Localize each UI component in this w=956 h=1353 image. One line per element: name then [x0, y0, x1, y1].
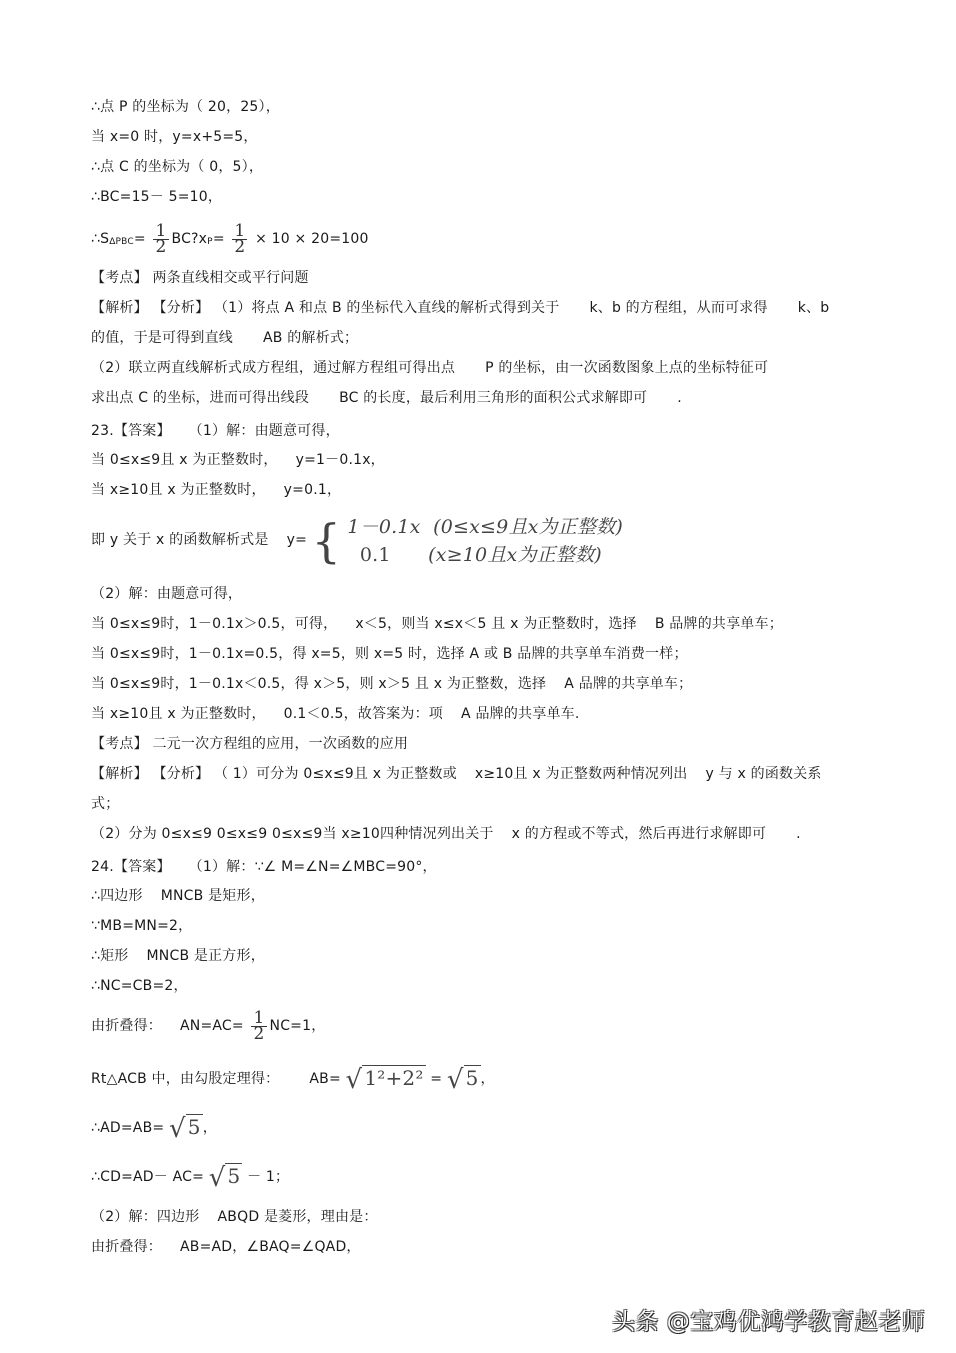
radicand: 5 — [465, 1066, 479, 1090]
text: y 与 x 的函数关系 — [705, 766, 822, 782]
text: 0.1＜0.5，故答案为：项 — [283, 706, 444, 722]
formula-text: = — [212, 231, 225, 247]
text-line — [91, 1109, 217, 1147]
text: （1）解：由题意可得， — [188, 423, 340, 439]
text: B 品牌的共享单车； — [654, 616, 783, 632]
formula-text: BC?x — [171, 231, 208, 247]
radicand: 1²+2² — [364, 1066, 424, 1090]
denominator: 2 — [253, 1023, 265, 1044]
text: k、b — [797, 300, 830, 316]
kaodian-line — [91, 734, 408, 754]
radical-sign-icon: √ — [208, 1163, 226, 1193]
text-line — [91, 614, 783, 634]
text: y=0.1， — [283, 482, 342, 498]
text-line: ∴BC=15－ 5=10， — [91, 189, 223, 205]
text: = — [430, 1071, 443, 1087]
radical-sign-icon: √ — [168, 1114, 186, 1144]
text: A 品牌的共享单车. — [461, 706, 580, 722]
piecewise-function-line — [91, 510, 623, 570]
square-root-expression — [209, 1158, 243, 1196]
section-tag: 【解析】 — [91, 300, 148, 316]
square-root-expression — [169, 1109, 203, 1147]
text: 当 0≤x≤9时，1－0.1x＜0.5，得 x＞5，则 x＞5 且 x 为正整数，选择 — [91, 676, 547, 692]
kaodian-line — [91, 268, 309, 288]
text-line: 当 x=0 时，y=x+5=5， — [91, 129, 258, 145]
denominator: 2 — [234, 236, 246, 257]
text-line — [91, 480, 341, 500]
analysis-line — [91, 328, 358, 348]
text: MNCB 是矩形， — [160, 888, 265, 904]
section-tag: 【分析】 — [152, 300, 210, 316]
text: y=1－0.1x， — [295, 452, 385, 468]
fraction-one-half — [251, 1007, 266, 1044]
text: A 或 B 品牌的共享单车消费一样； — [469, 646, 688, 662]
text-line: ∴NC=CB=2， — [91, 978, 188, 994]
text: x 的方程或不等式，然后再进行求解即可 — [511, 826, 767, 842]
text-line — [91, 644, 688, 664]
text-line — [91, 1207, 378, 1227]
text-line — [91, 1060, 495, 1098]
text: P 的坐标，由一次函数图象上点的坐标特征可 — [485, 360, 769, 376]
watermark: 头条 @宝鸡优鸿学教育赵老师 — [612, 1309, 926, 1335]
text: 求出点 C 的坐标，进而可得出线段 — [91, 390, 310, 406]
section-tag: 【考点】 — [91, 736, 148, 752]
text: 当 0≤x≤9时，1－0.1x=0.5，得 x=5，则 x=5 时，选择 — [91, 646, 465, 662]
radicand: 5 — [187, 1115, 201, 1139]
text: （ 1）可分为 0≤x≤9且 x 为正整数或 — [213, 766, 457, 782]
text: （1）将点 A 和点 B 的坐标代入直线的解析式得到关于 — [213, 300, 560, 316]
text: AB=AD，∠BAQ=∠QAD， — [180, 1239, 361, 1255]
text: AB= — [309, 1071, 341, 1087]
analysis-line — [91, 358, 768, 378]
text: 由折叠得： — [91, 1239, 162, 1255]
analysis-line — [91, 298, 829, 318]
subscript: P — [207, 237, 213, 247]
text: 的值，于是可得到直线 — [91, 330, 233, 346]
text-line — [91, 674, 692, 694]
text-line — [91, 704, 580, 724]
subscript: ΔPBC — [109, 237, 134, 247]
text-line: ∵MB=MN=2， — [91, 918, 193, 934]
numerator: 1 — [155, 220, 167, 241]
radical-sign-icon: √ — [345, 1065, 363, 1095]
fraction-one-half — [153, 220, 168, 257]
text: 两条直线相交或平行问题 — [152, 270, 309, 286]
radicand: 5 — [227, 1164, 241, 1188]
text-line: ∴点 C 的坐标为（ 0，5）， — [91, 159, 264, 175]
answer-tag: 23.【答案】 — [91, 423, 171, 439]
text: 当 x≥10且 x 为正整数时， — [91, 482, 266, 498]
text: 当 0≤x≤9且 x 为正整数时， — [91, 452, 278, 468]
section-tag: 【分析】 — [152, 766, 210, 782]
text-line — [91, 1009, 325, 1043]
radical-sign-icon: √ — [446, 1065, 464, 1095]
text-line: ∴点 P 的坐标为（ 20，25）， — [91, 99, 280, 115]
text: . — [796, 826, 801, 842]
square-root-expression — [447, 1060, 481, 1098]
text: y= — [286, 532, 307, 548]
text: ABQD 是菱形，理由是： — [217, 1209, 378, 1225]
analysis-line: 式； — [91, 796, 120, 812]
analysis-line — [91, 764, 822, 784]
text: ∴AD=AB= — [91, 1120, 165, 1136]
text: NC=1， — [269, 1018, 326, 1034]
numerator: 1 — [253, 1007, 265, 1028]
text: AN=AC= — [180, 1018, 244, 1034]
text-line: （2）解：由题意可得， — [91, 586, 243, 602]
text: ， — [480, 1071, 495, 1087]
text: （2）联立两直线解析式成方程组，通过解方程组可得出点 — [91, 360, 456, 376]
numerator: 1 — [234, 220, 246, 241]
text: ， — [202, 1120, 217, 1136]
text-line — [91, 886, 265, 906]
text: ∴CD=AD－ AC= — [91, 1169, 205, 1185]
text: （2）解：四边形 — [91, 1209, 200, 1225]
text: AB 的解析式； — [263, 330, 359, 346]
text-line — [91, 946, 265, 966]
question-24-header — [91, 857, 437, 877]
text: ∴四边形 — [91, 888, 143, 904]
text: 当 x≥10且 x 为正整数时， — [91, 706, 266, 722]
square-root-expression — [346, 1060, 426, 1098]
text: A 品牌的共享单车； — [564, 676, 693, 692]
area-formula-line — [91, 222, 369, 259]
text: MNCB 是正方形， — [146, 948, 265, 964]
text: BC 的长度，最后利用三角形的面积公式求解即可 — [339, 390, 648, 406]
text: x≥10且 x 为正整数两种情况列出 — [474, 766, 688, 782]
case-1: 1－0.1x (0≤x≤9且x为正整数) — [347, 516, 623, 538]
left-brace-icon: { — [311, 514, 342, 568]
text: 二元一次方程组的应用，一次函数的应用 — [152, 736, 409, 752]
piecewise-function — [312, 510, 623, 570]
section-tag: 【考点】 — [91, 270, 148, 286]
text: － 1； — [247, 1169, 290, 1185]
text: Rt△ACB 中，由勾股定理得： — [91, 1071, 280, 1087]
text: k、b 的方程组，从而可求得 — [589, 300, 768, 316]
answer-tag: 24.【答案】 — [91, 859, 171, 875]
question-23-header — [91, 421, 340, 441]
denominator: 2 — [155, 236, 167, 257]
text: 即 y 关于 x 的函数解析式是 — [91, 532, 269, 548]
fraction-one-half — [232, 220, 247, 257]
section-tag: 【解析】 — [91, 766, 148, 782]
formula-text: = — [133, 231, 146, 247]
text: （1）解：∵∠ M=∠N=∠MBC=90°， — [188, 859, 437, 875]
formula-text: ∴S — [91, 231, 110, 247]
text-line — [91, 1158, 289, 1196]
text: 由折叠得： — [91, 1018, 162, 1034]
text: x＜5，则当 x≤x＜5 且 x 为正整数时，选择 — [355, 616, 637, 632]
text: ∴矩形 — [91, 948, 129, 964]
formula-text: × 10 × 20=100 — [255, 231, 369, 247]
case-2: 0.1 (x≥10且x为正整数) — [359, 544, 602, 566]
text: . — [677, 390, 682, 406]
analysis-line — [91, 388, 682, 408]
analysis-line — [91, 824, 801, 844]
text: 当 0≤x≤9时，1－0.1x＞0.5，可得， — [91, 616, 338, 632]
text: （2）分为 0≤x≤9 0≤x≤9 0≤x≤9当 x≥10四种情况列出关于 — [91, 826, 494, 842]
text-line — [91, 450, 385, 470]
text-line — [91, 1237, 361, 1257]
